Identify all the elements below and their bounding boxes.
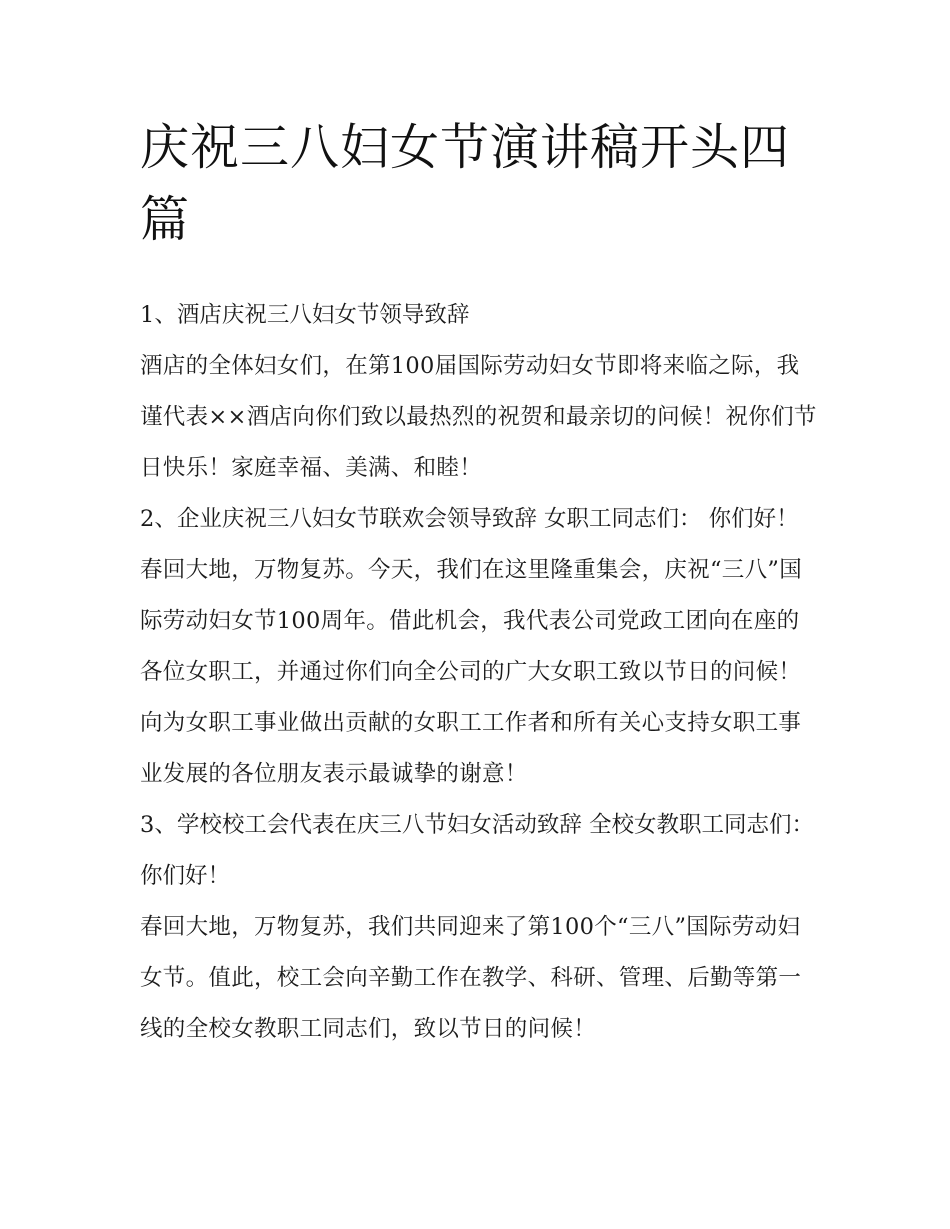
section-heading-1: 1、酒店庆祝三八妇女节领导致辞 — [140, 302, 470, 328]
document-title: 庆祝三八妇女节演讲稿开头四篇 — [140, 119, 791, 248]
document-body — [140, 112, 820, 1055]
paragraph-school-speech: 春回大地，万物复苏，我们共同迎来了第100个“三八”国际劳动妇女节。值此，校工会向辛勤工作在教学、科研、管理、后勤等第一线的全校女教职工同志们，致以节日的问候！ — [140, 914, 802, 1042]
section-heading-3: 3、学校校工会代表在庆三八节妇女活动致辞 全校女教职工同志们： 你们好！ — [140, 812, 814, 889]
paragraph-company-speech: 春回大地，万物复苏。今天，我们在这里隆重集会，庆祝“三八”国际劳动妇女节100周年。借此机会，我代表公司党政工团向在座的各位女职工，并通过你们向全公司的广大女职工致以节日的问候！向为女职工事业做出贡献的女职工工作者和所有关心支持女职工事业发展的各位朋友表示最诚挚的谢意！ — [140, 557, 803, 787]
paragraph-hotel-speech: 酒店的全体妇女们，在第100届国际劳动妇女节即将来临之际，我谨代表××酒店向你们致以最热烈的祝贺和最亲切的问候！祝你们节日快乐！家庭幸福、美满、和睦！ — [140, 353, 817, 481]
section-heading-2: 2、企业庆祝三八妇女节联欢会领导致辞 女职工同志们： 你们好！ — [140, 506, 799, 532]
